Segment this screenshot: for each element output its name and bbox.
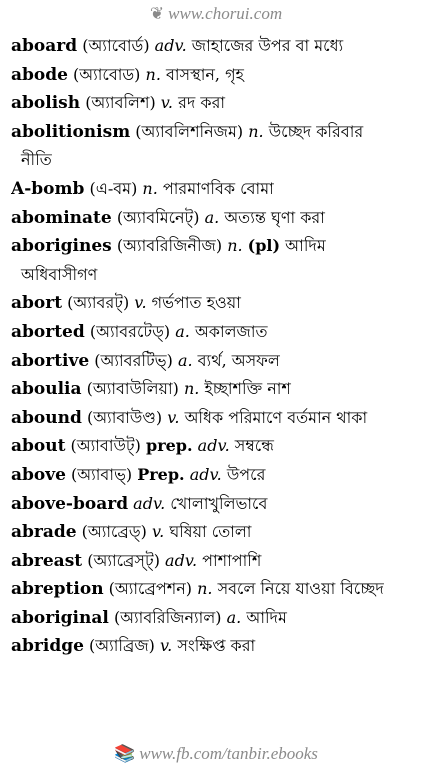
headword: aborigines (11, 236, 112, 257)
meaning-continued: নীতি (21, 150, 52, 170)
meaning: আদিম (285, 236, 326, 256)
pronunciation: (অ্যাবরিজিনীজ) (116, 236, 223, 256)
pronunciation: (অ্যাবোড) (73, 64, 141, 84)
site-watermark (0, 4, 432, 24)
meaning: সম্বন্ধে (234, 436, 274, 456)
part-of-speech: a. (175, 321, 190, 341)
meaning: খোলাখুলিভাবে (170, 493, 268, 513)
part-of-speech: n. (197, 579, 213, 599)
part-of-speech: adv. (133, 493, 166, 513)
dictionary-entry (11, 61, 425, 90)
part-of-speech: v. (151, 522, 165, 542)
dictionary-entry (11, 32, 425, 61)
pronunciation: (অ্যাব্রেস্ট্) (87, 550, 160, 570)
pronunciation: (এ-বম) (89, 178, 138, 198)
headword: abode (11, 64, 68, 85)
dictionary-entry (11, 461, 425, 490)
pronunciation: (অ্যাবলিশনিজম) (135, 121, 244, 141)
part-of-speech: n. (227, 236, 243, 256)
meaning: অকালজাত (194, 321, 268, 341)
meaning: উপরে (226, 464, 266, 484)
meaning: ইচ্ছাশক্তি নাশ (204, 379, 291, 399)
headword: abortive (11, 350, 90, 371)
headword: abolish (11, 93, 81, 114)
part-of-speech: a. (177, 350, 193, 370)
part-of-speech: adv. (197, 436, 230, 456)
footer-url: www.fb.com/tanbir.ebooks (139, 744, 318, 763)
headword: A-bomb (11, 178, 85, 199)
dictionary-entry (11, 118, 425, 175)
dictionary-entry (11, 204, 425, 233)
pronunciation: (অ্যাবাভ্) (71, 464, 133, 484)
dictionary-entry (11, 318, 425, 347)
dictionary-entry (11, 632, 425, 661)
meaning: বাসস্থান, গৃহ (166, 64, 244, 84)
meaning: সবলে নিয়ে যাওয়া বিচ্ছেদ (217, 579, 384, 599)
part-of-speech: n. (145, 64, 161, 84)
headword: abort (11, 293, 63, 314)
headword: aboriginal (11, 607, 109, 628)
headword: abridge (11, 636, 84, 657)
meaning: অধিক পরিমাণে বর্তমান থাকা (184, 407, 368, 427)
meaning: গর্ভপাত হওয়া (151, 293, 241, 313)
pronunciation: (অ্যাব্রেড্) (81, 522, 147, 542)
headword: aboulia (11, 379, 82, 400)
grammar-note: prep. (146, 436, 193, 456)
part-of-speech: n. (183, 379, 200, 399)
headword: abrade (11, 522, 77, 543)
pronunciation: (অ্যাবরটিভ্) (94, 350, 173, 370)
headword: abominate (11, 207, 112, 228)
pronunciation: (অ্যাবাউণ্ড) (86, 407, 163, 427)
pronunciation: (অ্যাবরিজিন্যাল) (113, 607, 222, 627)
dictionary-entry (11, 232, 425, 289)
headword: abolitionism (11, 121, 131, 142)
meaning: অত্যন্ত ঘৃণা করা (224, 207, 325, 227)
pronunciation: (অ্যাবরটেড্) (89, 321, 171, 341)
headword: above-board (11, 493, 129, 514)
leaf-logo-icon: ❦ (149, 4, 165, 23)
meaning-continued: অধিবাসীগণ (21, 264, 98, 284)
headword: abreption (11, 579, 104, 600)
books-icon: 📚 (114, 744, 136, 763)
part-of-speech: a. (204, 207, 220, 227)
dictionary-entry (11, 89, 425, 118)
headword: aboard (11, 36, 78, 56)
pronunciation: (অ্যাবলিশ) (85, 93, 156, 113)
meaning: সংক্ষিপ্ত করা (177, 636, 256, 656)
part-of-speech: n. (248, 121, 264, 141)
dictionary-entry (11, 575, 425, 604)
site-url: www.chorui.com (168, 4, 283, 23)
meaning: পাশাপাশি (202, 550, 262, 570)
pronunciation: (অ্যাবোর্ড) (82, 36, 150, 55)
headword: aborted (11, 321, 85, 342)
pronunciation: (অ্যাবমিনেট্) (116, 207, 200, 227)
dictionary-entry (11, 375, 425, 404)
dictionary-entry (11, 289, 425, 318)
meaning: আদিম (246, 607, 287, 627)
part-of-speech: v. (167, 407, 180, 427)
footer-watermark (0, 744, 432, 764)
dictionary-entry (11, 404, 425, 433)
pronunciation: (অ্যাব্রিজ) (89, 636, 155, 656)
grammar-note: Prep. (137, 464, 185, 484)
part-of-speech: adv. (189, 464, 222, 484)
part-of-speech: a. (226, 607, 242, 627)
pronunciation: (অ্যাব্রেপশন) (108, 579, 192, 599)
dictionary-entry (11, 547, 425, 576)
part-of-speech: adv. (154, 36, 187, 55)
dictionary-entry (11, 490, 425, 519)
meaning: রদ করা (178, 93, 226, 113)
meaning: জাহাজের উপর বা মধ্যে (191, 36, 344, 55)
dictionary-entry (11, 604, 425, 633)
headword: about (11, 436, 66, 457)
part-of-speech: adv. (165, 550, 198, 570)
dictionary-entry (11, 518, 425, 547)
part-of-speech: v. (160, 636, 173, 656)
dictionary-entry (11, 347, 425, 376)
dictionary-entry (11, 175, 425, 204)
part-of-speech: n. (142, 178, 158, 198)
headword: abound (11, 407, 82, 428)
pronunciation: (অ্যাবাউট্) (70, 436, 141, 456)
meaning: উচ্ছেদ করিবার (268, 121, 364, 141)
headword: above (11, 464, 66, 485)
meaning: ব্যর্থ, অসফল (197, 350, 280, 370)
headword: abreast (11, 550, 83, 571)
grammar-note: (pl) (247, 236, 281, 256)
part-of-speech: v. (134, 293, 147, 313)
part-of-speech: v. (160, 93, 174, 113)
meaning: পারমাণবিক বোমা (162, 178, 274, 198)
meaning: ঘষিয়া তোলা (169, 522, 252, 542)
dictionary-entry (11, 432, 425, 461)
dictionary-entries (11, 32, 425, 661)
pronunciation: (অ্যাবরট্) (67, 293, 130, 313)
pronunciation: (অ্যাবাউলিয়া) (86, 379, 179, 399)
